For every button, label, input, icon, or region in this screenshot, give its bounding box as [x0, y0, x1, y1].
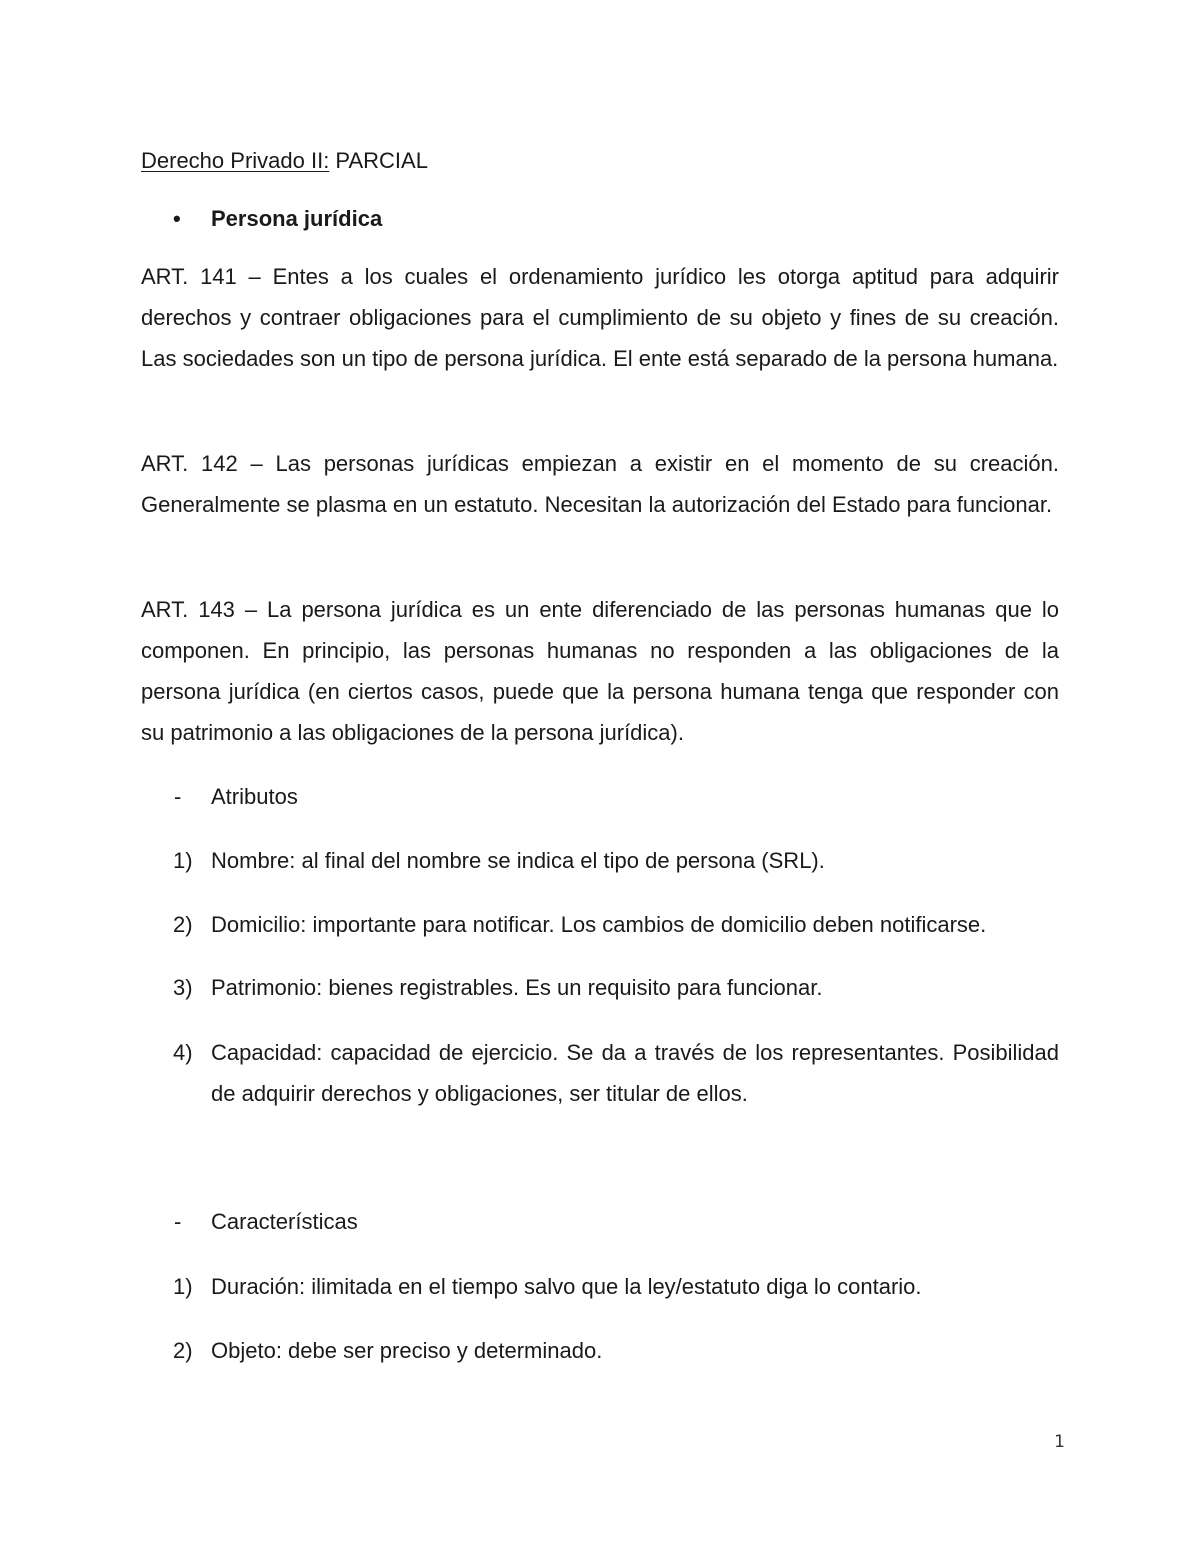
list-item	[141, 967, 1059, 1008]
list-item	[141, 840, 1059, 881]
list-number: 1)	[173, 1274, 193, 1299]
list-item-text: Patrimonio: bienes registrables. Es un requisito para funcionar.	[211, 975, 823, 1000]
list-item	[141, 904, 1059, 945]
list-item-text: Duración: ilimitada en el tiempo salvo que la ley/estatuto diga lo contario.	[211, 1274, 922, 1299]
list-item-text: Domicilio: importante para notificar. Los cambios de domicilio deben notificarse.	[211, 912, 987, 937]
list-heading-caracteristicas	[141, 1201, 1059, 1242]
list-item-text: Nombre: al final del nombre se indica el tipo de persona (SRL).	[211, 848, 825, 873]
list-item	[141, 1330, 1059, 1371]
list-item	[141, 1266, 1059, 1307]
title-underlined: Derecho Privado II:	[141, 148, 330, 173]
paragraph-art-143: ART. 143 – La persona jurídica es un ente diferenciado de las personas humanas que lo componen. En principio, las personas humanas no responden a las obligaciones de la persona jurídica (en ciertos casos, puede que la persona humana tenga que responder con su patrimonio a las obligaciones de la persona jurídica).	[141, 597, 1059, 745]
list-number: 2)	[173, 912, 193, 937]
paragraph-art-141: ART. 141 – Entes a los cuales el ordenamiento jurídico les otorga aptitud para adquirir derechos y contraer obligaciones para el cumplimiento de su objeto y fines de su creación. Las sociedades son un tipo de persona jurídica. El ente está separado de la persona humana.	[141, 264, 1059, 371]
list-item-text: Capacidad: capacidad de ejercicio. Se da a través de los representantes. Posibilidad de adquirir derechos y obligaciones, ser titular de ellos.	[211, 1040, 1059, 1106]
list-number: 2)	[173, 1338, 193, 1363]
dash-marker: -	[174, 784, 182, 809]
list-item-text: Objeto: debe ser preciso y determinado.	[211, 1338, 603, 1363]
title-rest: PARCIAL	[329, 148, 428, 173]
list-number: 3)	[173, 975, 193, 1000]
list-heading-label: Características	[211, 1209, 358, 1234]
paragraph-art-142: ART. 142 – Las personas jurídicas empiezan a existir en el momento de su creación. Generalmente se plasma en un estatuto. Necesitan la autorización del Estado para funcionar.	[141, 451, 1059, 517]
section-heading: Persona jurídica	[211, 206, 383, 231]
list-heading-label: Atributos	[211, 784, 298, 809]
list-number: 4)	[173, 1040, 193, 1065]
list-heading-atributos	[141, 776, 1059, 817]
page-title	[141, 140, 1059, 181]
list-number: 1)	[173, 848, 193, 873]
dash-marker: -	[174, 1209, 182, 1234]
list-item	[141, 1032, 1059, 1114]
bullet-icon: •	[173, 206, 181, 231]
page-number: 1	[1054, 1432, 1065, 1452]
